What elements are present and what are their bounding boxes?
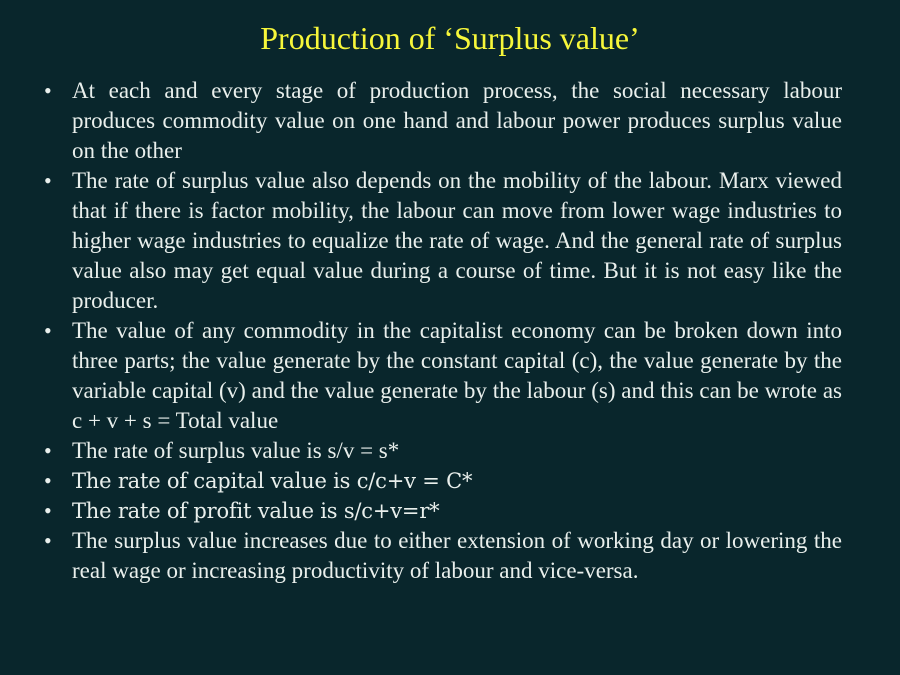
bullet-item <box>42 466 842 496</box>
bullet-text: The value of any commodity in the capitalist economy can be broken down into three parts; the value generate by the constant capital (c), the value generate by the variable capital (v) and the value generate by the labour (s) and this can be wrote as c + v + s = Total value <box>72 318 842 433</box>
bullet-item <box>42 496 842 526</box>
bullet-item <box>42 436 842 466</box>
bullet-text: At each and every stage of production process, the social necessary labour produces commodity value on one hand and labour power produces surplus value on the other <box>72 78 842 163</box>
bullet-text: The surplus value increases due to either extension of working day or lowering the real wage or increasing productivity of labour and vice-versa. <box>72 528 842 583</box>
bullet-text: The rate of surplus value is s/v = s* <box>72 438 400 463</box>
bullet-item <box>42 76 842 166</box>
bullet-dot-icon: • <box>44 468 52 493</box>
bullet-dot-icon: • <box>44 78 52 103</box>
bullet-item <box>42 526 842 586</box>
slide-title: Production of ‘Surplus value’ <box>260 20 640 56</box>
bullet-item <box>42 316 842 436</box>
bullet-dot-icon: • <box>44 318 52 343</box>
bullet-text: The rate of surplus value also depends on the mobility of the labour. Marx viewed that if there is factor mobility, the labour can move from lower wage industries to higher wage industries to equalize the rate of wage. And the general rate of surplus value also may get equal value during a course of time. But it is not easy like the producer. <box>72 168 842 313</box>
bullet-item <box>42 166 842 316</box>
bullet-dot-icon: • <box>44 528 52 553</box>
bullet-text: The rate of profit value is s/c+v=r* <box>72 499 440 523</box>
bullet-text: The rate of capital value is c/c+v = C* <box>72 469 473 493</box>
bullet-dot-icon: • <box>44 168 52 193</box>
bullet-list <box>42 76 842 586</box>
bullet-dot-icon: • <box>44 498 52 523</box>
bullet-dot-icon: • <box>44 438 52 463</box>
